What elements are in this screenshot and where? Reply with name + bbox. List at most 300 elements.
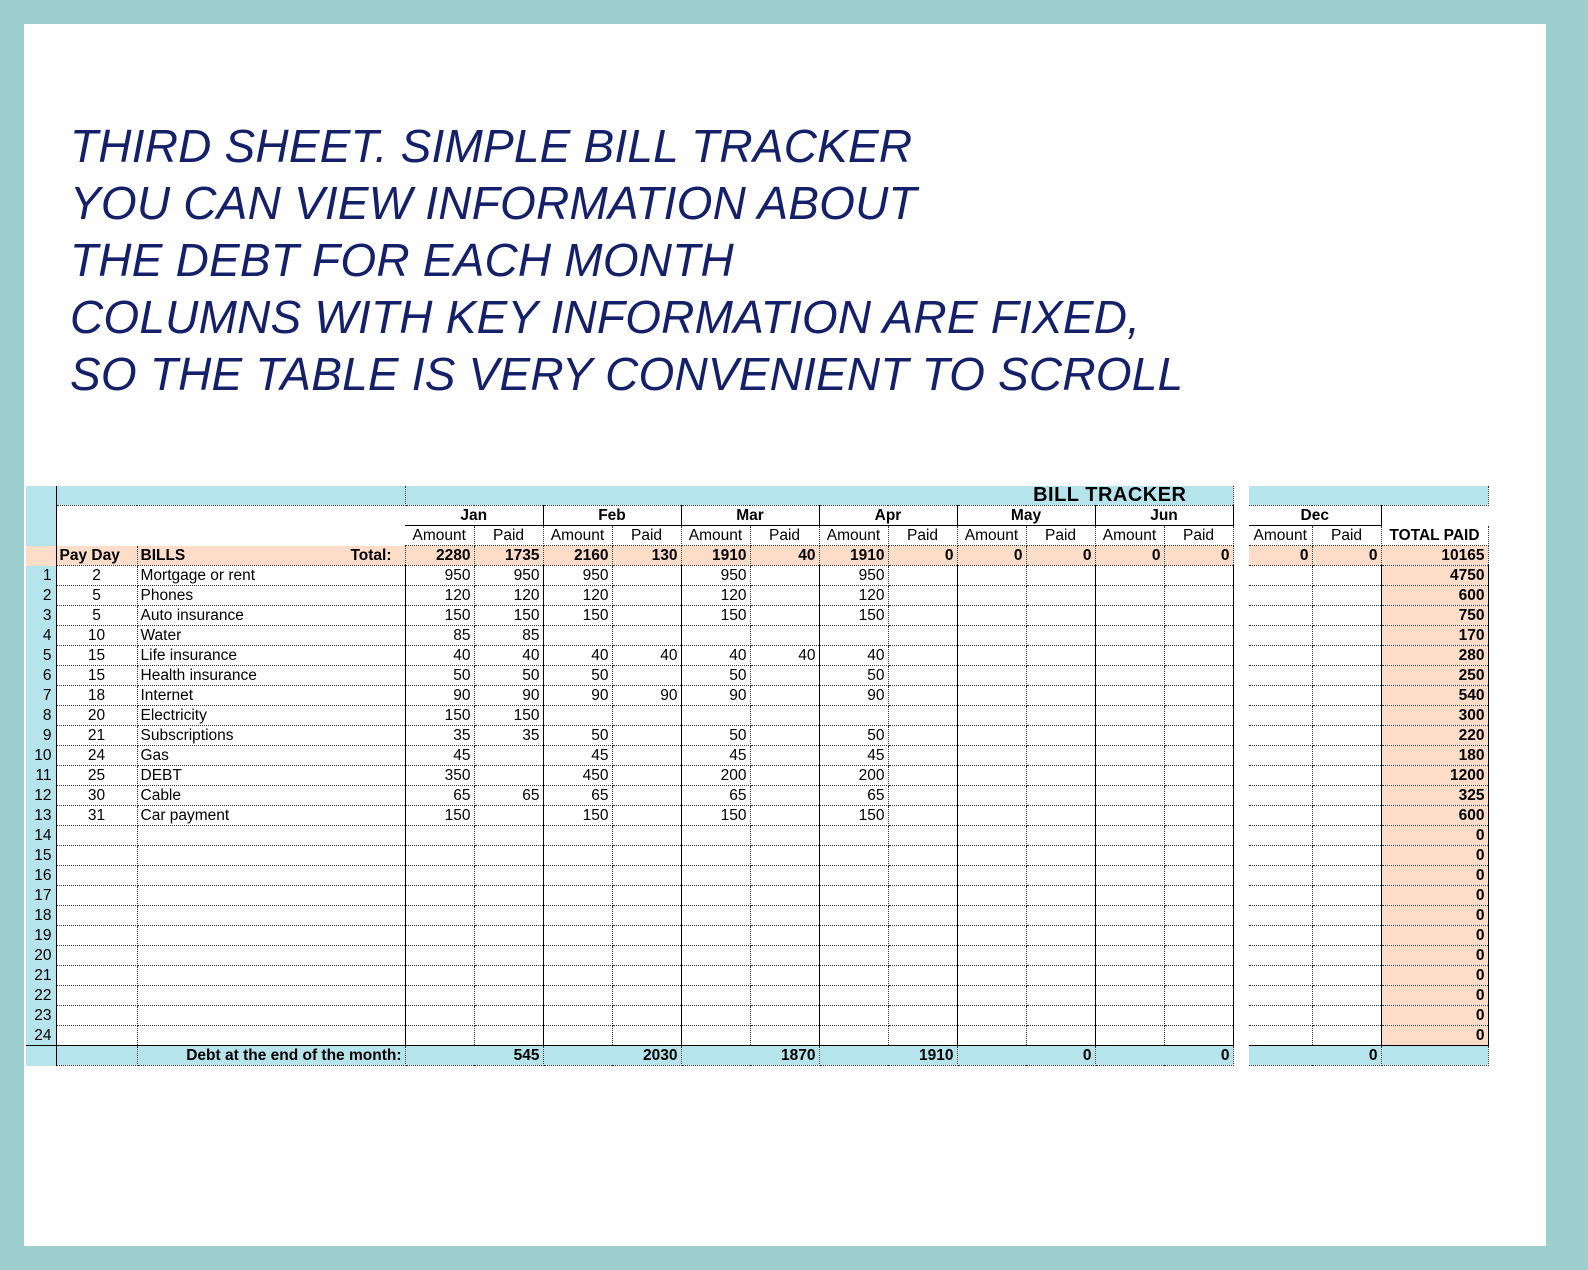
paid-cell[interactable] (474, 746, 543, 766)
amount-cell[interactable] (957, 726, 1026, 746)
amount-cell[interactable] (1249, 886, 1312, 906)
paid-cell[interactable] (1164, 866, 1233, 886)
amount-cell[interactable] (1249, 926, 1312, 946)
amount-cell[interactable] (405, 1026, 474, 1046)
amount-cell[interactable]: 50 (405, 666, 474, 686)
paid-cell[interactable] (474, 866, 543, 886)
amount-cell[interactable] (681, 846, 750, 866)
bill-name-cell[interactable]: Car payment (137, 806, 405, 826)
paid-cell[interactable] (1312, 626, 1381, 646)
paid-cell[interactable] (750, 1026, 819, 1046)
paid-cell[interactable] (750, 906, 819, 926)
bill-name-cell[interactable]: Auto insurance (137, 606, 405, 626)
pay-day-cell[interactable]: 15 (56, 646, 137, 666)
amount-cell[interactable] (681, 1026, 750, 1046)
paid-cell[interactable] (888, 846, 957, 866)
bill-name-cell[interactable] (137, 1026, 405, 1046)
paid-cell[interactable] (750, 626, 819, 646)
amount-cell[interactable]: 120 (681, 586, 750, 606)
paid-cell[interactable] (1026, 666, 1095, 686)
paid-cell[interactable] (888, 986, 957, 1006)
amount-cell[interactable] (1249, 746, 1312, 766)
paid-cell[interactable] (1164, 726, 1233, 746)
paid-cell[interactable] (750, 986, 819, 1006)
amount-cell[interactable] (1249, 626, 1312, 646)
paid-cell[interactable] (750, 846, 819, 866)
amount-cell[interactable] (1095, 586, 1164, 606)
paid-cell[interactable] (1312, 926, 1381, 946)
amount-cell[interactable]: 65 (405, 786, 474, 806)
amount-cell[interactable] (1095, 626, 1164, 646)
paid-cell[interactable] (612, 946, 681, 966)
paid-cell[interactable] (612, 886, 681, 906)
paid-cell[interactable] (1164, 566, 1233, 586)
pay-day-cell[interactable]: 15 (56, 666, 137, 686)
amount-cell[interactable]: 950 (543, 566, 612, 586)
amount-cell[interactable] (1095, 1026, 1164, 1046)
amount-cell[interactable] (405, 866, 474, 886)
amount-cell[interactable] (957, 1026, 1026, 1046)
bill-name-cell[interactable] (137, 866, 405, 886)
paid-cell[interactable] (612, 766, 681, 786)
pay-day-cell[interactable]: 18 (56, 686, 137, 706)
amount-cell[interactable] (1249, 766, 1312, 786)
paid-cell[interactable] (612, 706, 681, 726)
amount-cell[interactable] (681, 886, 750, 906)
bill-name-cell[interactable] (137, 846, 405, 866)
amount-cell[interactable] (1249, 566, 1312, 586)
amount-cell[interactable] (957, 606, 1026, 626)
paid-cell[interactable] (1312, 786, 1381, 806)
pay-day-cell[interactable]: 31 (56, 806, 137, 826)
pay-day-cell[interactable] (56, 846, 137, 866)
amount-cell[interactable] (957, 766, 1026, 786)
paid-cell[interactable] (1312, 646, 1381, 666)
amount-cell[interactable]: 90 (405, 686, 474, 706)
paid-cell[interactable] (750, 686, 819, 706)
bill-name-cell[interactable] (137, 826, 405, 846)
amount-cell[interactable] (681, 866, 750, 886)
amount-cell[interactable] (1095, 646, 1164, 666)
amount-cell[interactable]: 120 (405, 586, 474, 606)
bill-name-cell[interactable] (137, 906, 405, 926)
paid-cell[interactable] (888, 1006, 957, 1026)
paid-cell[interactable] (750, 886, 819, 906)
paid-cell[interactable] (1164, 706, 1233, 726)
amount-cell[interactable] (681, 706, 750, 726)
amount-cell[interactable] (819, 826, 888, 846)
paid-cell[interactable] (750, 1006, 819, 1026)
paid-cell[interactable] (1312, 726, 1381, 746)
paid-cell[interactable] (888, 926, 957, 946)
paid-cell[interactable] (1026, 1026, 1095, 1046)
pay-day-cell[interactable]: 5 (56, 606, 137, 626)
amount-cell[interactable] (405, 986, 474, 1006)
amount-cell[interactable] (957, 966, 1026, 986)
bill-name-cell[interactable] (137, 966, 405, 986)
amount-cell[interactable] (957, 626, 1026, 646)
paid-cell[interactable] (888, 706, 957, 726)
amount-cell[interactable]: 65 (681, 786, 750, 806)
paid-cell[interactable] (750, 786, 819, 806)
paid-cell[interactable] (612, 746, 681, 766)
paid-cell[interactable] (612, 606, 681, 626)
paid-cell[interactable]: 85 (474, 626, 543, 646)
amount-cell[interactable] (957, 1006, 1026, 1026)
bill-name-cell[interactable]: Phones (137, 586, 405, 606)
paid-cell[interactable] (1312, 886, 1381, 906)
amount-cell[interactable] (1095, 946, 1164, 966)
paid-cell[interactable] (750, 826, 819, 846)
paid-cell[interactable] (888, 686, 957, 706)
paid-cell[interactable] (750, 706, 819, 726)
amount-cell[interactable]: 50 (681, 666, 750, 686)
amount-cell[interactable]: 200 (819, 766, 888, 786)
amount-cell[interactable] (957, 746, 1026, 766)
amount-cell[interactable] (405, 1006, 474, 1026)
amount-cell[interactable] (1095, 986, 1164, 1006)
paid-cell[interactable] (888, 666, 957, 686)
paid-cell[interactable]: 120 (474, 586, 543, 606)
amount-cell[interactable] (1095, 766, 1164, 786)
amount-cell[interactable] (543, 826, 612, 846)
amount-cell[interactable] (543, 626, 612, 646)
amount-cell[interactable]: 150 (405, 606, 474, 626)
pay-day-cell[interactable] (56, 946, 137, 966)
amount-cell[interactable]: 90 (819, 686, 888, 706)
paid-cell[interactable] (1312, 1006, 1381, 1026)
paid-cell[interactable] (1026, 626, 1095, 646)
paid-cell[interactable]: 90 (612, 686, 681, 706)
paid-cell[interactable] (474, 986, 543, 1006)
amount-cell[interactable] (1095, 726, 1164, 746)
amount-cell[interactable] (1095, 746, 1164, 766)
pay-day-cell[interactable]: 25 (56, 766, 137, 786)
paid-cell[interactable] (1026, 706, 1095, 726)
pay-day-cell[interactable] (56, 866, 137, 886)
bill-name-cell[interactable] (137, 926, 405, 946)
amount-cell[interactable] (681, 966, 750, 986)
amount-cell[interactable] (543, 886, 612, 906)
paid-cell[interactable] (1026, 846, 1095, 866)
bill-name-cell[interactable]: Mortgage or rent (137, 566, 405, 586)
paid-cell[interactable] (474, 826, 543, 846)
pay-day-cell[interactable] (56, 966, 137, 986)
amount-cell[interactable]: 50 (681, 726, 750, 746)
bill-name-cell[interactable] (137, 886, 405, 906)
paid-cell[interactable] (1312, 586, 1381, 606)
amount-cell[interactable]: 40 (819, 646, 888, 666)
amount-cell[interactable] (1249, 586, 1312, 606)
amount-cell[interactable] (1095, 906, 1164, 926)
amount-cell[interactable] (819, 946, 888, 966)
amount-cell[interactable]: 950 (405, 566, 474, 586)
amount-cell[interactable] (1249, 966, 1312, 986)
amount-cell[interactable] (543, 986, 612, 1006)
paid-cell[interactable] (1164, 1026, 1233, 1046)
paid-cell[interactable] (1026, 806, 1095, 826)
amount-cell[interactable]: 90 (681, 686, 750, 706)
pay-day-cell[interactable] (56, 826, 137, 846)
paid-cell[interactable] (612, 866, 681, 886)
paid-cell[interactable] (1164, 606, 1233, 626)
amount-cell[interactable]: 90 (543, 686, 612, 706)
paid-cell[interactable] (750, 926, 819, 946)
amount-cell[interactable] (1095, 826, 1164, 846)
paid-cell[interactable] (750, 666, 819, 686)
paid-cell[interactable] (474, 906, 543, 926)
amount-cell[interactable] (1095, 666, 1164, 686)
paid-cell[interactable] (888, 866, 957, 886)
paid-cell[interactable] (474, 846, 543, 866)
amount-cell[interactable] (1249, 846, 1312, 866)
paid-cell[interactable] (1164, 586, 1233, 606)
paid-cell[interactable] (1312, 666, 1381, 686)
paid-cell[interactable]: 40 (750, 646, 819, 666)
amount-cell[interactable]: 50 (819, 666, 888, 686)
paid-cell[interactable] (612, 726, 681, 746)
paid-cell[interactable] (1164, 646, 1233, 666)
paid-cell[interactable] (888, 1026, 957, 1046)
amount-cell[interactable] (543, 926, 612, 946)
paid-cell[interactable] (1164, 786, 1233, 806)
amount-cell[interactable] (543, 846, 612, 866)
paid-cell[interactable] (612, 586, 681, 606)
amount-cell[interactable]: 50 (819, 726, 888, 746)
amount-cell[interactable] (957, 806, 1026, 826)
paid-cell[interactable] (1312, 986, 1381, 1006)
paid-cell[interactable]: 950 (474, 566, 543, 586)
amount-cell[interactable] (1249, 726, 1312, 746)
paid-cell[interactable] (888, 746, 957, 766)
paid-cell[interactable] (1026, 906, 1095, 926)
paid-cell[interactable] (888, 826, 957, 846)
paid-cell[interactable] (1026, 926, 1095, 946)
amount-cell[interactable]: 150 (543, 806, 612, 826)
paid-cell[interactable] (750, 566, 819, 586)
amount-cell[interactable] (957, 946, 1026, 966)
paid-cell[interactable] (612, 806, 681, 826)
paid-cell[interactable] (474, 926, 543, 946)
paid-cell[interactable] (1312, 826, 1381, 846)
amount-cell[interactable] (819, 966, 888, 986)
amount-cell[interactable] (1095, 706, 1164, 726)
paid-cell[interactable] (612, 966, 681, 986)
paid-cell[interactable] (750, 606, 819, 626)
paid-cell[interactable]: 65 (474, 786, 543, 806)
amount-cell[interactable] (543, 1006, 612, 1026)
bill-name-cell[interactable] (137, 1006, 405, 1026)
pay-day-cell[interactable] (56, 906, 137, 926)
paid-cell[interactable] (1312, 946, 1381, 966)
amount-cell[interactable] (405, 966, 474, 986)
amount-cell[interactable] (1249, 1026, 1312, 1046)
amount-cell[interactable] (957, 846, 1026, 866)
paid-cell[interactable] (750, 726, 819, 746)
paid-cell[interactable] (1312, 1026, 1381, 1046)
paid-cell[interactable] (612, 626, 681, 646)
paid-cell[interactable] (1164, 766, 1233, 786)
paid-cell[interactable] (474, 766, 543, 786)
paid-cell[interactable] (1312, 766, 1381, 786)
amount-cell[interactable] (1095, 566, 1164, 586)
amount-cell[interactable]: 450 (543, 766, 612, 786)
amount-cell[interactable]: 50 (543, 726, 612, 746)
amount-cell[interactable]: 85 (405, 626, 474, 646)
paid-cell[interactable] (1164, 926, 1233, 946)
paid-cell[interactable] (1312, 906, 1381, 926)
amount-cell[interactable] (681, 926, 750, 946)
amount-cell[interactable] (1095, 886, 1164, 906)
amount-cell[interactable] (1249, 686, 1312, 706)
amount-cell[interactable] (1249, 866, 1312, 886)
paid-cell[interactable] (474, 1006, 543, 1026)
amount-cell[interactable] (1249, 786, 1312, 806)
amount-cell[interactable] (957, 566, 1026, 586)
amount-cell[interactable]: 150 (405, 806, 474, 826)
paid-cell[interactable] (888, 766, 957, 786)
paid-cell[interactable]: 50 (474, 666, 543, 686)
paid-cell[interactable] (888, 606, 957, 626)
amount-cell[interactable]: 200 (681, 766, 750, 786)
amount-cell[interactable] (819, 846, 888, 866)
paid-cell[interactable] (612, 986, 681, 1006)
amount-cell[interactable] (681, 906, 750, 926)
amount-cell[interactable] (1095, 846, 1164, 866)
amount-cell[interactable]: 120 (543, 586, 612, 606)
paid-cell[interactable] (1164, 906, 1233, 926)
amount-cell[interactable] (681, 626, 750, 646)
paid-cell[interactable] (1164, 966, 1233, 986)
bill-name-cell[interactable] (137, 986, 405, 1006)
amount-cell[interactable] (957, 886, 1026, 906)
amount-cell[interactable] (1095, 686, 1164, 706)
pay-day-cell[interactable]: 30 (56, 786, 137, 806)
amount-cell[interactable] (1095, 926, 1164, 946)
amount-cell[interactable] (957, 866, 1026, 886)
paid-cell[interactable] (888, 806, 957, 826)
amount-cell[interactable]: 950 (819, 566, 888, 586)
amount-cell[interactable]: 150 (405, 706, 474, 726)
amount-cell[interactable] (1095, 786, 1164, 806)
paid-cell[interactable] (750, 966, 819, 986)
paid-cell[interactable] (1026, 766, 1095, 786)
amount-cell[interactable] (1249, 646, 1312, 666)
paid-cell[interactable] (1164, 886, 1233, 906)
paid-cell[interactable] (888, 966, 957, 986)
paid-cell[interactable]: 150 (474, 706, 543, 726)
paid-cell[interactable] (1164, 806, 1233, 826)
amount-cell[interactable]: 45 (405, 746, 474, 766)
paid-cell[interactable] (1164, 846, 1233, 866)
amount-cell[interactable] (405, 826, 474, 846)
paid-cell[interactable] (612, 1026, 681, 1046)
paid-cell[interactable] (612, 666, 681, 686)
amount-cell[interactable]: 45 (543, 746, 612, 766)
paid-cell[interactable] (474, 946, 543, 966)
bill-name-cell[interactable]: Health insurance (137, 666, 405, 686)
paid-cell[interactable] (1026, 746, 1095, 766)
amount-cell[interactable] (1249, 606, 1312, 626)
amount-cell[interactable] (957, 786, 1026, 806)
paid-cell[interactable]: 40 (612, 646, 681, 666)
amount-cell[interactable] (957, 906, 1026, 926)
paid-cell[interactable] (1164, 666, 1233, 686)
bill-name-cell[interactable]: DEBT (137, 766, 405, 786)
paid-cell[interactable] (1026, 826, 1095, 846)
paid-cell[interactable] (750, 586, 819, 606)
amount-cell[interactable] (819, 1026, 888, 1046)
paid-cell[interactable] (1026, 686, 1095, 706)
paid-cell[interactable]: 150 (474, 606, 543, 626)
amount-cell[interactable] (543, 1026, 612, 1046)
paid-cell[interactable] (1026, 866, 1095, 886)
pay-day-cell[interactable] (56, 1006, 137, 1026)
amount-cell[interactable] (681, 986, 750, 1006)
paid-cell[interactable] (1026, 566, 1095, 586)
paid-cell[interactable] (888, 946, 957, 966)
paid-cell[interactable] (1312, 686, 1381, 706)
paid-cell[interactable] (1164, 946, 1233, 966)
amount-cell[interactable] (681, 946, 750, 966)
amount-cell[interactable] (405, 926, 474, 946)
paid-cell[interactable] (474, 966, 543, 986)
paid-cell[interactable] (1164, 826, 1233, 846)
paid-cell[interactable] (888, 566, 957, 586)
pay-day-cell[interactable]: 5 (56, 586, 137, 606)
paid-cell[interactable] (888, 786, 957, 806)
paid-cell[interactable] (474, 886, 543, 906)
amount-cell[interactable] (1095, 1006, 1164, 1026)
amount-cell[interactable] (405, 946, 474, 966)
bill-name-cell[interactable]: Life insurance (137, 646, 405, 666)
amount-cell[interactable]: 150 (681, 806, 750, 826)
paid-cell[interactable] (888, 726, 957, 746)
amount-cell[interactable]: 40 (543, 646, 612, 666)
amount-cell[interactable] (957, 986, 1026, 1006)
amount-cell[interactable] (405, 886, 474, 906)
paid-cell[interactable] (474, 1026, 543, 1046)
amount-cell[interactable] (1249, 1006, 1312, 1026)
paid-cell[interactable] (888, 586, 957, 606)
paid-cell[interactable] (1026, 946, 1095, 966)
amount-cell[interactable] (1095, 606, 1164, 626)
paid-cell[interactable] (1164, 746, 1233, 766)
bill-name-cell[interactable]: Water (137, 626, 405, 646)
paid-cell[interactable] (1312, 706, 1381, 726)
pay-day-cell[interactable] (56, 926, 137, 946)
amount-cell[interactable] (681, 1006, 750, 1026)
paid-cell[interactable] (750, 746, 819, 766)
paid-cell[interactable] (1026, 886, 1095, 906)
amount-cell[interactable] (1095, 806, 1164, 826)
amount-cell[interactable] (543, 706, 612, 726)
paid-cell[interactable] (1026, 1006, 1095, 1026)
amount-cell[interactable] (1095, 866, 1164, 886)
paid-cell[interactable] (1164, 1006, 1233, 1026)
amount-cell[interactable] (543, 906, 612, 926)
paid-cell[interactable] (1312, 866, 1381, 886)
amount-cell[interactable] (681, 826, 750, 846)
paid-cell[interactable] (750, 806, 819, 826)
amount-cell[interactable]: 350 (405, 766, 474, 786)
amount-cell[interactable] (1095, 966, 1164, 986)
paid-cell[interactable] (1026, 786, 1095, 806)
paid-cell[interactable] (612, 846, 681, 866)
amount-cell[interactable] (1249, 906, 1312, 926)
paid-cell[interactable] (1312, 566, 1381, 586)
amount-cell[interactable]: 150 (543, 606, 612, 626)
